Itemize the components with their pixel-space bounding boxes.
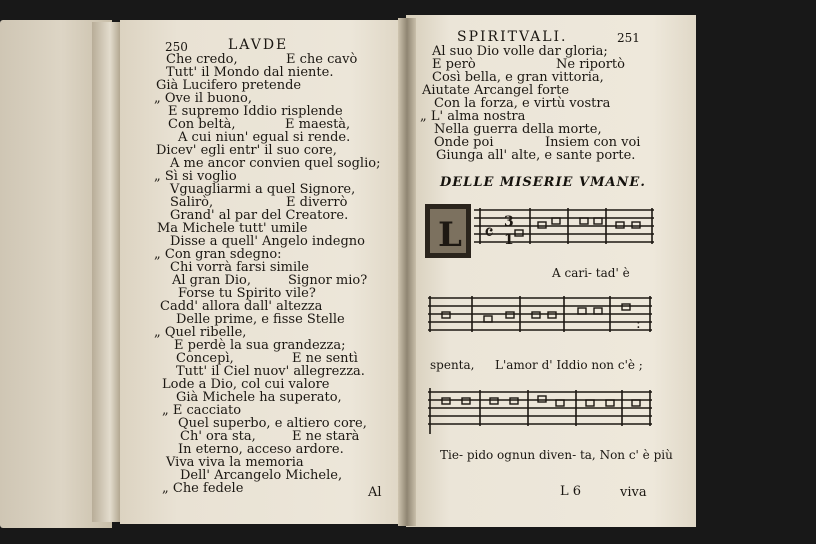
verse-line: Con la forza, e virtù vostra [434,96,611,111]
verse-line: Quel superbo, e altiero core, [178,416,367,431]
verse-line: In eterno, acceso ardore. [178,442,344,457]
catchword: Al [368,485,382,500]
verse-line-right: E che cavò [286,52,358,67]
lyric-line: L'amor d' Iddio non c'è ; [495,358,643,372]
verse-line: „ L' alma nostra [420,109,526,124]
verse-line: Grand' al par del Creatore. [170,208,349,223]
music-staff-1 [420,200,658,262]
verse-line: Ch' ora sta, [180,429,256,444]
verse-line: Dell' Arcangelo Michele, [180,468,343,483]
right-running-head: SPIRITVALI. [457,29,568,45]
verse-line-right: E maestà, [285,117,351,132]
verse-line: Salirò, [170,195,214,210]
svg-text::: : [636,316,641,332]
verse-line: Chi vorrà farsi simile [170,260,309,275]
verse-line-right: E ne sentì [292,351,358,366]
verse-line: Già Lucifero pretende [156,78,302,93]
right-page-number: 251 [617,31,640,45]
verse-line-right: Insiem con voi [545,135,641,150]
svg-text:1: 1 [504,232,514,248]
verse-line: Al gran Dio, [172,273,252,288]
verse-line: Disse a quell' Angelo indegno [170,234,365,249]
verse-line: Cadd' allora dall' altezza [160,299,323,314]
verse-line: „ E cacciato [162,403,242,418]
verse-line: Concepì, [176,351,234,366]
verse-line: Forse tu Spirito vile? [178,286,316,301]
verse-line: A cui niun' egual si rende. [178,130,351,145]
verse-line-right: E ne starà [292,429,360,444]
verse-line: Così bella, e gran vittoria, [432,70,604,85]
verse-line-right: E diverrò [286,195,348,210]
verse-line: Con beltà, [168,117,236,132]
verse-line: E supremo Iddio risplende [168,104,343,119]
lyric-line: Tie- pido ognun diven- ta, Non c' è più [440,448,673,462]
svg-text:L: L [438,215,462,255]
book-gutter [398,18,416,526]
verse-line: Al suo Dio volle dar gloria; [432,44,608,59]
verse-line: Già Michele ha superato, [176,390,342,405]
signature-mark: L 6 [560,484,582,499]
left-page-number: 250 [165,40,188,54]
page-edges [92,22,122,522]
music-staff-2 [424,290,656,342]
left-running-head: LAVDE [228,37,289,53]
verse-line: E però [432,57,476,72]
verse-line: „ Che fedele [162,481,244,496]
verse-line: Delle prime, e fisse Stelle [176,312,345,327]
verse-line-right: Signor mio? [288,273,368,288]
lyric-line: A cari- tad' è [552,266,630,280]
verse-line: „ Quel ribelle, [154,325,247,340]
verse-line: Dicev' egli entr' il suo core, [156,143,337,158]
verse-line: Lode a Dio, col cui valore [162,377,330,392]
verse-line: Onde poi [434,135,494,150]
verse-line: Tutt' il Ciel nuov' allegrezza. [176,364,365,379]
verse-line-right: Ne riportò [556,57,625,72]
verse-line: Ma Michele tutt' umile [157,221,308,236]
verse-line: „ Ove il buono, [154,91,252,106]
verse-line: „ Sì si voglio [154,169,237,184]
verse-line: A me ancor convien quel soglio; [170,156,381,171]
verse-line: Aiutate Arcangel forte [422,83,570,98]
lyric-line: spenta, [430,358,475,372]
svg-text:𝄴: 𝄴 [484,221,494,246]
verse-line: Viva viva la memoria [166,455,304,470]
verse-line: Che credo, [166,52,238,67]
verse-line: Nella guerra della morte, [434,122,602,137]
verse-line: „ Con gran sdegno: [154,247,282,262]
verse-line: Vguagliarmi a quel Signore, [170,182,356,197]
music-staff-3 [424,382,656,438]
verse-line: Tutt' il Mondo dal niente. [166,65,334,80]
catchword: viva [620,485,647,500]
verse-line: Giunga all' alte, e sante porte. [436,148,636,163]
svg-text:3: 3 [504,214,514,230]
section-title: DELLE MISERIE VMANE. [440,175,646,190]
verse-line: E perdè la sua grandezza; [174,338,346,353]
